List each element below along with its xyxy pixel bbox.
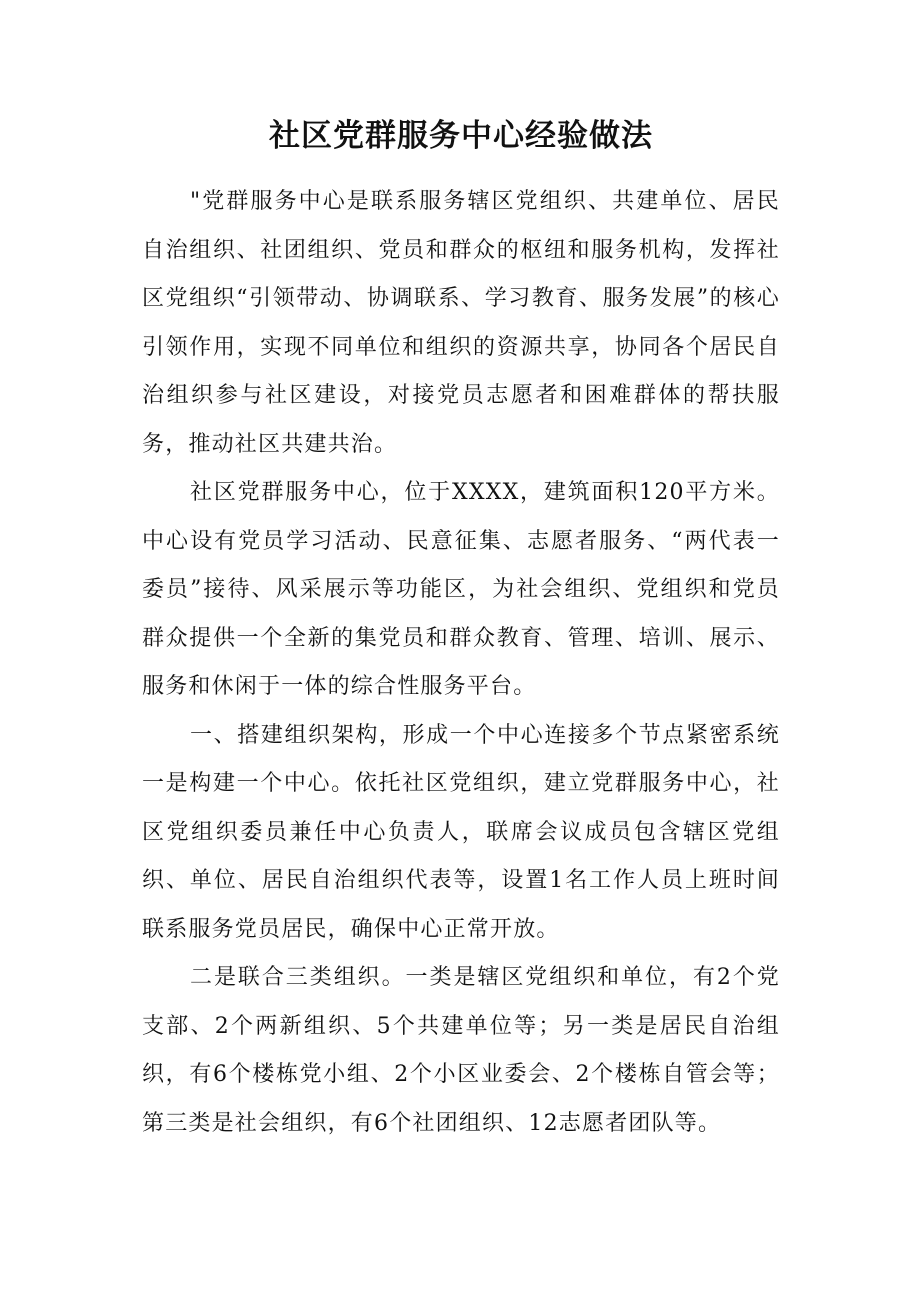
paragraph-three-organizations: 二是联合三类组织。一类是辖区党组织和单位，有2个党支部、2个两新组织、5个共建单位等；另一类是居民自治组织，有6个楼栋党小组、2个小区业委会、2个楼栋自管会等；第三类是社会组织，有6个社团组织、12志愿者团队等。 bbox=[142, 965, 780, 1136]
document-body bbox=[142, 178, 780, 1148]
paragraph-intro: "党群服务中心是联系服务辖区党组织、共建单位、居民自治组织、社团组织、党员和群众的枢纽和服务机构，发挥社区党组织“引领带动、协调联系、学习教育、服务发展”的核心引领作用，实现不同单位和组织的资源共享，协同各个居民自治组织参与社区建设，对接党员志愿者和困难群体的帮扶服务，推动社区共建共治。 bbox=[142, 189, 780, 457]
paragraph-organization-structure: 一、搭建组织架构，形成一个中心连接多个节点紧密系统 一是构建一个中心。依托社区党组织，建立党群服务中心，社区党组织委员兼任中心负责人，联席会议成员包含辖区党组织、单位、居民自治组织代表等，设置1名工作人员上班时间联系服务党员居民，确保中心正常开放。 bbox=[142, 722, 780, 942]
document-title: 社区党群服务中心经验做法 bbox=[269, 118, 653, 154]
paragraph-center-overview: 社区党群服务中心，位于XXXX，建筑面积120平方米。中心设有党员学习活动、民意征集、志愿者服务、“两代表一委员”接待、风采展示等功能区，为社会组织、党组织和党员群众提供一个全新的集党员和群众教育、管理、培训、展示、服务和休闲于一体的综合性服务平台。 bbox=[142, 480, 780, 699]
